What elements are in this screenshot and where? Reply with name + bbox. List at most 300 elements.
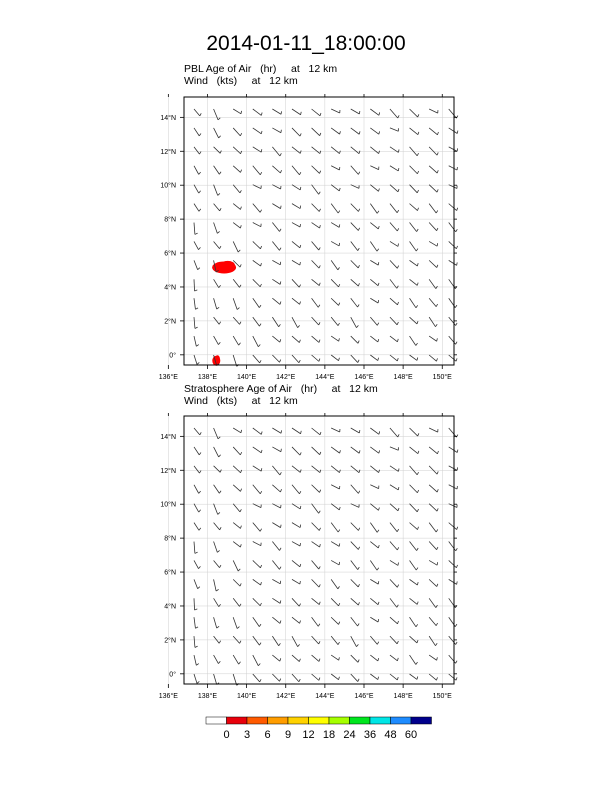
panel1-lat-tick-label: 8°N [164,216,176,224]
panel2-wind-barb [390,560,399,565]
panel1-wind-barb [410,185,419,193]
panel1-wind-barb [410,279,419,285]
panel2-wind-barb [370,636,378,644]
panel2-wind-barb [390,466,399,472]
panel1-wind-barb [390,336,398,342]
panel1-wind-barb [429,223,438,231]
panel2-wind-barb [390,504,399,511]
panel1-wind-barb [292,260,300,265]
panel1-lon-tick-label: 146°E [354,374,374,381]
panel1-wind-barb [272,166,281,173]
panel1-wind-barb [194,128,201,136]
panel1-wind-barb [390,109,399,118]
panel2-wind-barb [429,485,438,492]
panel2-wind-barb [194,674,199,683]
panel2-wind-barb [429,598,437,607]
panel2-wind-barb [449,655,457,663]
panel2-wind-barb [233,560,240,571]
panel2-wind-barb [410,504,419,512]
panel2-wind-barb [312,655,320,661]
panel1-wind-barb [351,317,359,327]
panel2-wind-barb [292,674,300,682]
panel1-lon-tick-label: 138°E [197,374,218,381]
panel1-wind-barb [449,166,458,170]
panel1-wind-barb [331,185,340,191]
panel1-wind-barb [233,336,240,345]
panel1-wind-barb [370,185,379,192]
panel2-wind-barb [390,428,399,437]
panel2-wind-barb [292,428,301,434]
panel2-wind-barb [449,617,457,626]
panel1-wind-barb [449,260,457,265]
panel2-wind-barb [370,523,379,533]
panel1-wind-barb [370,260,378,265]
panel1-wind-barb [429,336,437,341]
panel1-wind-barb [312,128,321,136]
panel1-wind-barb [292,355,300,363]
panel2-wind-barb [410,428,419,436]
panel2-title-line2: Wind (kts) at 12 km [184,395,298,407]
colorbar-swatch [370,717,391,724]
panel2-wind-barb [429,636,437,646]
panel1-wind-barb [449,336,457,344]
panel1-wind-barb [370,166,379,170]
panel2-wind-barb [429,560,437,565]
panel1-wind-barb [429,355,437,361]
panel2-wind-barb [351,579,360,587]
panel1-wind-barb [410,128,419,135]
panel2-wind-barb [331,598,340,606]
panel2-wind-barb [410,485,419,493]
panel1-wind-barb [410,355,418,360]
panel2-wind-barb [194,542,198,554]
panel2-lat-tick-label: 2°N [164,637,176,645]
panel2-wind-barb [253,579,262,585]
panel2-lon-tick-label: 144°E [315,693,335,700]
panel2-wind-barb [233,504,241,512]
panel2-wind-barb [312,579,321,587]
panel1-wind-barb [429,279,437,288]
panel2-lon-tick-label: 138°E [197,693,218,700]
panel2-lat-tick-label: 4°N [164,603,176,611]
panel2-wind-barb [429,447,438,454]
panel2-wind-barb [253,560,262,567]
panel1-wind-barb [351,298,359,307]
panel1-wind-barb [253,109,262,115]
panel2-wind-barb [214,598,221,606]
panel1-wind-barb [233,204,241,210]
panel2-wind-barb [194,428,201,435]
panel2-wind-barb [331,447,340,453]
panel2-wind-barb [214,504,220,515]
panel2-lat-tick-label: 6°N [164,569,176,577]
colorbar-label: 24 [343,729,356,741]
panel1-wind-barb [390,241,399,246]
panel1-wind-barb [214,241,221,248]
panel2-wind-barb [272,542,281,551]
panel1-title-line2: Wind (kts) at 12 km [184,75,298,87]
panel2-lon-tick-label: 142°E [276,693,296,700]
panel1-map [159,94,458,381]
panel1-wind-barb [253,223,261,227]
panel2-wind-barb [292,636,300,647]
panel1-wind-barb [214,336,221,345]
panel2-wind-barb [331,523,340,532]
panel1-lon-tick-label: 140°E [237,374,257,381]
panel2-wind-barb [312,674,320,680]
panel1-wind-barb [253,128,262,134]
panel1-wind-barb [214,109,221,120]
panel1-wind-barb [351,279,360,286]
panel1-wind-barb [410,223,419,232]
panel2-wind-barb [214,485,221,493]
panel2-wind-barb [292,579,300,584]
panel2-wind-barb [351,466,360,473]
panel1-wind-barb [292,166,301,175]
panel1-wind-barb [253,204,262,213]
panel2-wind-barb [410,636,419,643]
panel1-wind-barb [331,223,340,228]
panel1-wind-barb [410,204,419,211]
panel1-wind-barb [253,298,261,307]
panel1-wind-barb [370,223,379,229]
panel1-lat-tick-label: 0° [169,352,176,360]
panel1-wind-barb [449,317,457,325]
panel2-wind-barb [331,428,340,432]
panel1-wind-barb [331,147,340,154]
panel2-wind-barb [390,542,399,550]
panel2-wind-barb [194,504,201,512]
panel1-wind-barb [351,260,360,268]
panel2-wind-barb [253,674,261,682]
colorbar-swatch [391,717,412,724]
panel2-wind-barb [370,485,379,489]
panel1-wind-barb [390,128,398,131]
panel2-wind-barb [331,617,340,624]
panel2-wind-barb [370,674,378,680]
panel1-lon-tick-label: 136°E [158,374,178,381]
panel2-lon-tick-label: 146°E [354,693,374,700]
panel1-wind-barb [429,128,438,135]
colorbar-swatch [227,717,248,724]
panel2-wind-barb [312,598,321,604]
panel2-wind-barb [449,428,458,437]
panel1-wind-barb [331,128,340,134]
panel1-lon-tick-label: 150°E [432,374,452,381]
panel1-wind-barb [390,185,399,192]
panel1-wind-barb [390,147,399,153]
panel1-lat-tick-label: 10°N [160,182,176,190]
panel1-wind-barb [194,298,198,309]
panel1-wind-barb [351,147,360,154]
panel2-wind-barb [410,617,418,627]
panel2-wind-barb [312,617,320,626]
colorbar-swatch [268,717,289,724]
colorbar-label: 18 [322,729,336,741]
panel2-wind-barb [272,636,280,646]
panel2-wind-barb [272,655,280,661]
colorbar-label: 12 [302,729,315,741]
panel1-wind-barb [331,109,340,113]
panel2-wind-barb [253,655,260,666]
colorbar-label: 6 [264,729,271,741]
panel2-wind-barb [429,542,438,550]
panel2-wind-barb [351,447,360,453]
panel2-wind-barb [292,466,301,473]
panel1-wind-barb [272,223,281,232]
panel2-wind-barb [292,447,301,455]
panel2-wind-barb [449,674,457,680]
panel2-wind-barb [253,617,261,626]
panel1-wind-barb [194,204,201,212]
panel2-wind-barb [312,504,321,514]
panel1-wind-barb [351,355,359,363]
colorbar-swatch [247,717,268,724]
panel1-wind-barb [449,298,457,307]
panel1-wind-barb [214,128,221,138]
panel1-wind-barb [292,279,301,287]
colorbar [206,717,432,741]
panel1-wind-barb [351,166,360,175]
panel1-wind-barb [292,128,301,136]
panel2-lon-tick-label: 140°E [237,693,257,700]
panel1-wind-barb [272,279,280,284]
panel2-wind-barb [233,617,239,628]
panel2-wind-barb [429,523,438,532]
panel2-wind-barb [331,636,339,645]
panel2-wind-barb [429,466,438,474]
panel2-wind-barb [233,542,241,548]
panel2-wind-barb [331,504,340,510]
panel2-wind-barb [429,674,437,680]
panel2-wind-barb [390,579,399,587]
panel2-map [159,413,458,700]
panel2-wind-barb [233,447,242,455]
panel2-wind-barb [233,598,241,606]
main-title: 2014-01-11_18:00:00 [206,32,406,55]
panel1-wind-barb [390,260,399,268]
panel2-wind-barb [351,674,359,682]
panel1-age-patch [221,261,235,269]
panel1-wind-barb [390,298,399,305]
panel1-wind-barb [449,147,458,152]
panel2-wind-barb [370,428,379,434]
panel1-lat-tick-label: 12°N [160,148,176,156]
panel2-wind-barb [370,579,378,584]
panel2-wind-barb [449,447,458,453]
panel1-wind-barb [292,298,301,304]
panel2-wind-barb [351,636,359,646]
panel1-wind-barb [312,260,321,268]
panel2-wind-barb [331,674,339,680]
panel1-wind-barb [272,317,280,327]
panel2-wind-barb [429,428,438,432]
panel2-wind-barb [214,617,220,628]
panel2-wind-barb [312,466,321,473]
panel1-wind-barb [292,223,301,227]
panel2-wind-barb [410,579,419,585]
panel2-wind-barb [194,485,201,494]
panel1-wind-barb [233,279,241,287]
panel1-wind-barb [272,355,280,362]
panel1-wind-barb [272,128,281,133]
panel2-wind-barb [292,504,301,509]
panel2-wind-barb [370,542,379,548]
panel2-wind-barb [272,523,281,528]
panel2-wind-barb [410,674,418,679]
panel1-title-line1: PBL Age of Air (hr) at 12 km [184,63,338,75]
panel1-wind-barb [331,204,340,213]
panel1-wind-barb [272,241,281,250]
panel1-wind-barb [370,241,378,251]
panel2-wind-barb [272,674,280,681]
panel1-wind-barb [370,298,378,303]
panel2-wind-barb [272,560,281,569]
panel1-wind-barb [331,298,340,305]
panel2-wind-barb [292,617,301,623]
panel1-wind-barb [253,166,262,175]
panel2-wind-barb [233,466,241,473]
panel2-wind-barb [429,655,437,660]
panel1-wind-barb [233,298,239,309]
panel1-wind-barb [233,128,242,136]
panel1-wind-barb [410,336,418,345]
panel2-wind-barb [214,523,222,530]
panel2-wind-barb [351,485,360,494]
panel2-lon-tick-label: 148°E [393,693,413,700]
panel1-wind-barb [312,336,320,342]
panel1-wind-barb [292,185,301,190]
panel2-lon-tick-label: 150°E [432,693,452,700]
colorbar-label: 0 [223,729,230,741]
panel2-wind-barb [351,523,360,531]
panel2-wind-barb [194,617,198,628]
panel1-wind-barb [312,279,321,285]
panel2-wind-barb [331,655,339,660]
colorbar-label: 3 [243,729,251,741]
panel1-wind-barb [370,204,379,214]
panel1-wind-barb [233,147,241,154]
panel1-wind-barb [370,109,379,115]
panel1-wind-barb [351,336,359,343]
panel2-wind-barb [370,655,378,661]
colorbar-swatch [411,717,432,724]
panel2-wind-barb [194,466,201,473]
panel1-wind-barb [194,166,201,175]
panel1-wind-barb [370,355,378,361]
colorbar-label: 48 [384,729,397,741]
panel1-wind-barb [429,260,438,267]
panel2-wind-barb [390,523,399,532]
panel1-wind-barb [214,223,220,234]
panel1-wind-barb [214,279,221,287]
panel2-wind-barb [253,598,262,605]
panel2-wind-barb [390,655,398,661]
panel1-wind-barb [292,241,301,247]
panel2-wind-barb [390,617,399,624]
panel1-wind-barb [292,317,300,328]
panel1-lon-tick-label: 144°E [315,374,335,381]
panel2-wind-barb [194,447,201,455]
panel2-wind-barb [449,485,458,489]
panel1-wind-barb [410,166,419,174]
panel2-wind-barb [214,579,219,591]
panel2-wind-barb [370,560,378,570]
panel1-wind-barb [253,279,262,286]
panel2-wind-barb [410,542,419,551]
panel2-wind-barb [449,579,457,584]
panel2-wind-barb [292,542,301,546]
panel1-wind-barb [312,147,321,154]
panel2-wind-barb [351,617,359,626]
panel2-wind-barb [370,447,379,453]
panel1-wind-barb [312,109,321,116]
panel2-wind-barb [312,428,321,435]
panel2-wind-barb [272,485,281,492]
panel1-wind-barb [331,355,339,361]
panel1-wind-barb [410,317,419,324]
colorbar-label: 36 [363,729,377,741]
panel2-wind-barb [331,579,339,588]
panel2-wind-barb [410,560,418,570]
panel1-wind-barb [331,166,340,170]
panel1-wind-barb [331,279,340,287]
panel1-wind-barb [312,298,320,307]
colorbar-swatch [350,717,371,724]
panel1-wind-barb [449,128,458,134]
panel1-wind-barb [312,204,321,212]
panel1-wind-barb [233,185,241,193]
panel1-wind-barb [233,166,241,173]
panel1-wind-barb [370,279,379,285]
panel1-wind-barb [351,128,360,134]
panel2-lat-tick-label: 0° [169,671,176,679]
panel1-wind-barb [429,298,437,306]
panel2-wind-barb [214,466,222,472]
panel1-wind-barb [351,204,360,212]
panel1-wind-barb [233,223,241,229]
panel2-wind-barb [351,542,360,550]
panel1-wind-barb [253,260,262,266]
panel1-wind-barb [410,298,418,308]
panel1-wind-barb [429,204,438,213]
panel2-wind-barb [214,447,221,457]
panel2-wind-barb [253,447,262,453]
panel1-wind-barb [312,355,320,361]
panel2-wind-barb [312,542,321,547]
panel2-wind-barb [370,466,379,473]
panel1-wind-barb [429,241,437,246]
panel1-wind-barb [449,241,458,248]
panel1-wind-barb [214,185,220,196]
panel2-wind-barb [272,579,280,583]
panel1-wind-barb [292,109,301,115]
panel2-wind-barb [292,560,301,566]
panel2-wind-barb [233,485,241,492]
panel1-wind-barb [253,355,261,363]
panel2-wind-barb [272,428,281,433]
panel1-wind-barb [253,241,262,248]
panel2-wind-barb [292,523,301,528]
panel2-wind-barb [233,655,240,664]
panel1-wind-barb [292,336,300,342]
panel2-wind-barb [410,655,418,664]
panel1-wind-barb [233,109,241,114]
panel1-wind-barb [331,317,339,326]
colorbar-label: 60 [404,729,418,741]
panel2-wind-barb [312,485,321,493]
panel1-wind-barb [410,109,419,117]
